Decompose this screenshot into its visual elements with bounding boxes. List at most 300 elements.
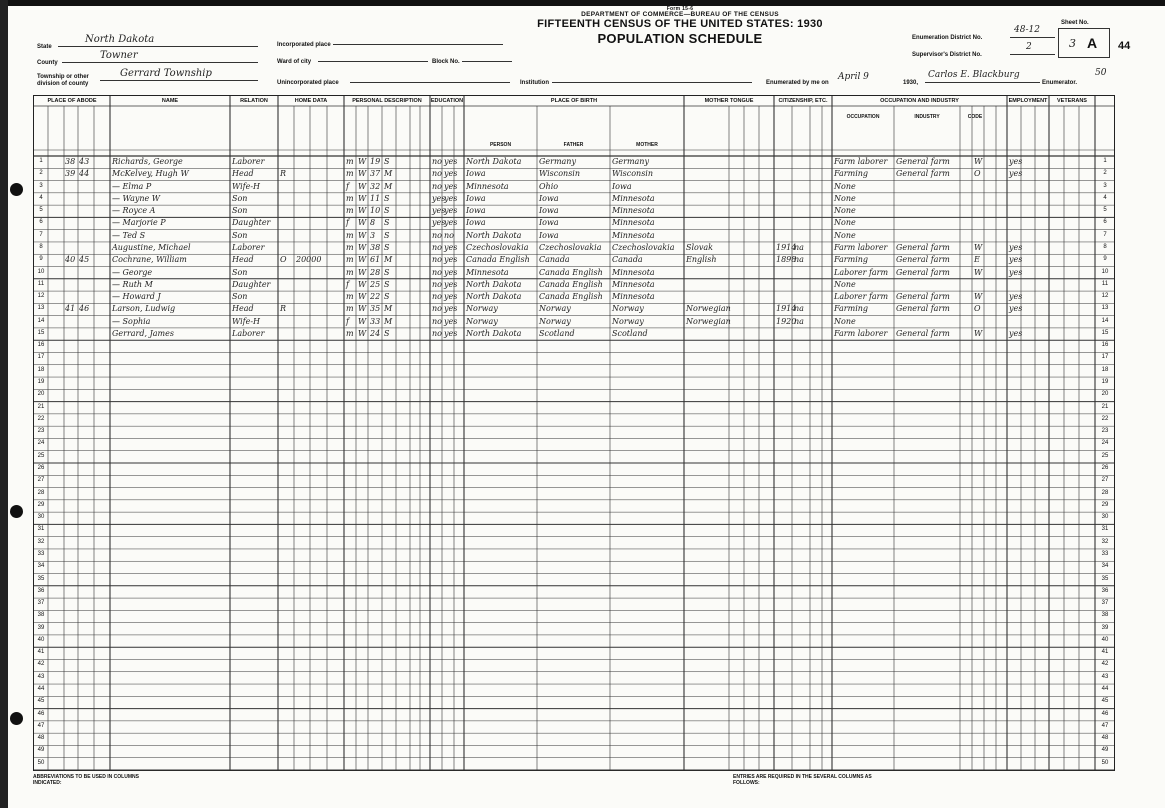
- cell-class: W: [974, 157, 983, 166]
- cell-naturalized: na: [794, 255, 804, 265]
- row-number: 20: [1101, 391, 1109, 398]
- row-number: 37: [1101, 600, 1109, 607]
- cell-occupation: None: [834, 316, 856, 326]
- cell-dwelling: 38: [65, 157, 76, 166]
- row-number: 23: [1101, 428, 1109, 435]
- cell-name: — Royce A: [112, 206, 156, 216]
- cell-name: — George: [112, 267, 153, 277]
- punch-hole-icon: [10, 183, 23, 196]
- row-number: 8: [39, 243, 43, 250]
- cell-mother-birth: Canada: [612, 255, 643, 265]
- cell-marital: M: [384, 255, 393, 265]
- row-number: 34: [37, 563, 45, 570]
- row-number: 21: [37, 403, 45, 410]
- scan-border-left: [0, 0, 8, 808]
- row-number: 4: [39, 194, 43, 201]
- cell-name: — Elma P: [112, 181, 152, 191]
- cell-sex: m: [346, 157, 354, 166]
- row-number: 15: [1101, 329, 1109, 336]
- cell-read: no: [444, 230, 454, 240]
- cell-person-birth: Canada English: [466, 255, 530, 265]
- cell-mother-birth: Minnesota: [612, 193, 655, 203]
- row-number: 27: [1101, 477, 1109, 484]
- row-number: 47: [37, 722, 45, 729]
- cell-person-birth: North Dakota: [466, 279, 522, 289]
- cell-occupation: Farming: [834, 304, 869, 314]
- cell-sex: m: [346, 169, 354, 179]
- cell-school: no: [432, 230, 442, 240]
- row-number: 48: [1101, 735, 1109, 742]
- row-number: 22: [37, 415, 45, 422]
- cell-father-birth: Iowa: [539, 230, 559, 240]
- subhead-person: PERSON: [489, 142, 512, 148]
- cell-sex: f: [346, 181, 349, 191]
- row-number: 7: [1103, 231, 1107, 238]
- cell-school: no: [432, 255, 442, 265]
- cell-industry: General farm: [896, 267, 950, 277]
- cell-person-birth: Minnesota: [466, 267, 509, 277]
- cell-age: 28: [370, 267, 381, 277]
- row-number: 27: [37, 477, 45, 484]
- cell-dwelling: 41: [65, 304, 76, 314]
- cell-work: yes: [1009, 157, 1023, 166]
- cell-relation: Son: [232, 230, 248, 240]
- cell-sex: m: [346, 292, 354, 302]
- cell-person-birth: Czechoslovakia: [466, 242, 529, 252]
- block-label: Block No.: [432, 59, 460, 65]
- entries-note: ENTRIES ARE REQUIRED IN THE SEVERAL COLUMNS AS FOLLOWS:: [733, 774, 872, 786]
- cell-name: Augustine, Michael: [112, 242, 191, 252]
- cell-home: O: [280, 255, 287, 265]
- row-number: 11: [37, 280, 45, 287]
- cell-occupation: Laborer farm: [834, 267, 889, 277]
- cell-occupation: Farming: [834, 255, 869, 265]
- cell-sex: m: [346, 304, 354, 314]
- cell-marital: S: [384, 230, 390, 240]
- cell-mother-birth: Iowa: [612, 181, 632, 191]
- cell-race: W: [358, 157, 367, 166]
- row-number: 32: [37, 538, 45, 545]
- row-number: 44: [1101, 686, 1109, 693]
- cell-father-birth: Norway: [539, 304, 571, 314]
- cell-name: Richards, George: [112, 157, 183, 166]
- cell-home: R: [280, 304, 287, 314]
- row-number: 49: [1101, 747, 1109, 754]
- cell-mother-birth: Czechoslovakia: [612, 242, 675, 252]
- row-number: 13: [37, 305, 45, 312]
- row-number: 28: [1101, 489, 1109, 496]
- subhead-code: CODE: [967, 114, 983, 120]
- cell-person-birth: Minnesota: [466, 181, 509, 191]
- row-number: 4: [1103, 194, 1107, 201]
- ed-value: 48-12: [1014, 25, 1040, 35]
- cell-father-birth: Czechoslovakia: [539, 242, 602, 252]
- cell-school: no: [432, 304, 442, 314]
- row-number: 19: [1101, 379, 1109, 386]
- margin-mark: 50: [1095, 68, 1107, 78]
- supervisor-value: 2: [1026, 42, 1032, 52]
- cell-class: O: [974, 169, 981, 179]
- cell-father-birth: Germany: [539, 157, 576, 166]
- subhead-father: FATHER: [563, 142, 584, 148]
- cell-occupation: None: [834, 181, 856, 191]
- cell-age: 24: [370, 328, 381, 338]
- cell-relation: Son: [232, 193, 248, 203]
- cell-class: W: [974, 328, 983, 338]
- cell-age: 33: [370, 316, 381, 326]
- punch-hole-icon: [10, 712, 23, 725]
- cell-race: W: [358, 242, 367, 252]
- cell-sex: m: [346, 206, 354, 216]
- form-number: Form 15-6: [666, 6, 694, 12]
- cell-read: yes: [444, 255, 458, 265]
- cell-mother-birth: Minnesota: [612, 230, 655, 240]
- row-number: 6: [1103, 219, 1107, 226]
- census-title: FIFTEENTH CENSUS OF THE UNITED STATES: 1930: [537, 18, 823, 30]
- row-number: 7: [39, 231, 43, 238]
- cell-read: yes: [444, 292, 458, 302]
- cell-relation: Laborer: [232, 242, 265, 252]
- cell-mother-birth: Wisconsin: [612, 169, 654, 179]
- enumerated-year: 1930,: [903, 80, 919, 86]
- cell-tongue: Slovak: [686, 242, 713, 252]
- cell-marital: S: [384, 193, 390, 203]
- cell-relation: Laborer: [232, 157, 265, 166]
- cell-age: 19: [370, 157, 381, 166]
- cell-mother-birth: Minnesota: [612, 292, 655, 302]
- cell-name: Cochrane, William: [112, 255, 187, 265]
- row-number: 30: [37, 514, 45, 521]
- cell-age: 8: [370, 218, 376, 228]
- cell-age: 61: [370, 255, 381, 265]
- cell-person-birth: Iowa: [466, 169, 486, 179]
- subhead-industry: INDUSTRY: [914, 114, 940, 120]
- cell-work: yes: [1009, 292, 1023, 302]
- cell-school: no: [432, 279, 442, 289]
- cell-marital: M: [384, 181, 393, 191]
- sheet-number: 3: [1069, 37, 1076, 50]
- cell-occupation: None: [834, 206, 856, 216]
- cell-father-birth: Ohio: [539, 181, 559, 191]
- row-number: 42: [1101, 661, 1109, 668]
- cell-school: yes: [432, 193, 446, 203]
- state-value: North Dakota: [85, 34, 155, 45]
- institution-label: Institution: [520, 80, 549, 86]
- cell-father-birth: Canada: [539, 255, 570, 265]
- cell-father-birth: Canada English: [539, 279, 603, 289]
- cell-family: 43: [79, 157, 90, 166]
- row-number: 5: [39, 207, 43, 214]
- cell-read: yes: [444, 242, 458, 252]
- row-number: 36: [37, 587, 45, 594]
- cell-relation: Son: [232, 267, 248, 277]
- row-number: 9: [39, 256, 43, 263]
- row-number: 17: [37, 354, 45, 361]
- cell-marital: S: [384, 279, 390, 289]
- group-employment: EMPLOYMENT: [1008, 98, 1048, 104]
- cell-marital: M: [384, 169, 393, 179]
- row-number: 9: [1103, 256, 1107, 263]
- cell-father-birth: Canada English: [539, 292, 603, 302]
- group-occupation-industry: OCCUPATION AND INDUSTRY: [880, 98, 959, 104]
- cell-person-birth: North Dakota: [466, 230, 522, 240]
- cell-sex: f: [346, 316, 349, 326]
- cell-school: no: [432, 292, 442, 302]
- cell-person-birth: North Dakota: [466, 328, 522, 338]
- cell-school: no: [432, 169, 442, 179]
- cell-age: 37: [370, 169, 381, 179]
- cell-class: E: [974, 255, 980, 265]
- row-number: 30: [1101, 514, 1109, 521]
- cell-naturalized: na: [794, 242, 804, 252]
- group-personal-description: PERSONAL DESCRIPTION: [352, 98, 422, 104]
- row-number: 41: [37, 649, 45, 656]
- cell-race: W: [358, 230, 367, 240]
- county-label: County: [37, 60, 58, 66]
- row-number: 24: [37, 440, 45, 447]
- row-number: 37: [37, 600, 45, 607]
- cell-work: yes: [1009, 267, 1023, 277]
- cell-father-birth: Scotland: [539, 328, 575, 338]
- group-mother-tongue: MOTHER TONGUE: [704, 98, 754, 104]
- cell-sex: m: [346, 255, 354, 265]
- row-number: 39: [1101, 624, 1109, 631]
- cell-year-imm: 1914: [776, 304, 797, 314]
- cell-read: yes: [444, 328, 458, 338]
- row-number: 14: [1101, 317, 1109, 324]
- cell-person-birth: Iowa: [466, 218, 486, 228]
- row-number: 48: [37, 735, 45, 742]
- row-number: 24: [1101, 440, 1109, 447]
- cell-read: yes: [444, 193, 458, 203]
- cell-race: W: [358, 206, 367, 216]
- row-number: 35: [37, 575, 45, 582]
- row-number: 1: [1103, 158, 1107, 164]
- cell-father-birth: Wisconsin: [539, 169, 581, 179]
- cell-tongue: Norwegian: [686, 304, 731, 314]
- row-number: 47: [1101, 722, 1109, 729]
- cell-relation: Head: [232, 255, 254, 265]
- abbrev-note: ABBREVIATIONS TO BE USED IN COLUMNS INDICATED:: [33, 774, 139, 786]
- cell-read: yes: [444, 206, 458, 216]
- cell-mother-birth: Germany: [612, 157, 649, 166]
- sheet-label: Sheet No.: [1061, 20, 1089, 26]
- cell-race: W: [358, 181, 367, 191]
- row-number: 17: [1101, 354, 1109, 361]
- row-number: 3: [1103, 182, 1107, 189]
- cell-read: yes: [444, 169, 458, 179]
- cell-mother-birth: Minnesota: [612, 267, 655, 277]
- page-number: 44: [1118, 40, 1131, 52]
- cell-age: 32: [370, 181, 381, 191]
- group-citizenship: CITIZENSHIP, ETC.: [778, 98, 828, 104]
- row-number: 33: [1101, 550, 1109, 557]
- cell-name: — Sophia: [112, 316, 151, 326]
- cell-occupation: None: [834, 230, 856, 240]
- cell-person-birth: Iowa: [466, 193, 486, 203]
- row-number: 34: [1101, 563, 1109, 570]
- cell-read: yes: [444, 316, 458, 326]
- cell-age: 22: [370, 292, 381, 302]
- cell-race: W: [358, 279, 367, 289]
- subhead-occupation: OCCUPATION: [846, 114, 880, 120]
- row-number: 32: [1101, 538, 1109, 545]
- cell-read: yes: [444, 279, 458, 289]
- state-label: State: [37, 44, 52, 50]
- row-number: 26: [37, 465, 45, 471]
- sheet-number-box: [1058, 20, 1110, 58]
- cell-marital: M: [384, 304, 393, 314]
- cell-class: W: [974, 267, 983, 277]
- cell-person-birth: North Dakota: [466, 292, 522, 302]
- supervisor-line: [1010, 44, 1055, 55]
- cell-dwelling: 40: [65, 255, 76, 265]
- block-line: [462, 51, 512, 62]
- row-number: 18: [1101, 366, 1109, 373]
- cell-age: 35: [370, 304, 381, 314]
- cell-occupation: Farm laborer: [834, 242, 888, 252]
- row-number: 43: [1101, 673, 1109, 680]
- cell-sex: m: [346, 267, 354, 277]
- incorporated-label: Incorporated place: [277, 42, 331, 48]
- cell-race: W: [358, 218, 367, 228]
- cell-person-birth: Iowa: [466, 206, 486, 216]
- cell-person-birth: Norway: [466, 304, 498, 314]
- enumerated-date: April 9: [838, 72, 869, 82]
- row-number: 29: [1101, 501, 1109, 508]
- row-number: 12: [1101, 293, 1109, 300]
- cell-mother-birth: Norway: [612, 304, 644, 314]
- ward-line: [318, 51, 428, 62]
- cell-sex: m: [346, 242, 354, 252]
- county-value: Towner: [100, 50, 138, 61]
- cell-year-imm: 1920: [776, 316, 797, 326]
- row-number: 26: [1101, 465, 1109, 471]
- row-number: 45: [37, 698, 45, 705]
- cell-relation: Head: [232, 169, 254, 179]
- group-place-of-birth: PLACE OF BIRTH: [550, 98, 598, 104]
- cell-school: no: [432, 328, 442, 338]
- cell-family: 45: [79, 255, 90, 265]
- cell-work: yes: [1009, 169, 1023, 179]
- township-value: Gerrard Township: [120, 68, 212, 79]
- cell-read: yes: [444, 218, 458, 228]
- row-number: 6: [39, 219, 43, 226]
- township-label: Township or other division of county: [37, 74, 89, 87]
- footer: [33, 772, 1113, 804]
- row-number: 21: [1101, 403, 1109, 410]
- cell-value: 20000: [296, 255, 322, 265]
- row-number: 19: [37, 379, 45, 386]
- cell-race: W: [358, 292, 367, 302]
- row-number: 8: [1103, 243, 1107, 250]
- cell-class: O: [974, 304, 981, 314]
- cell-father-birth: Iowa: [539, 206, 559, 216]
- row-number: 42: [37, 661, 45, 668]
- row-number: 16: [37, 342, 45, 349]
- cell-age: 3: [370, 230, 376, 240]
- cell-read: yes: [444, 267, 458, 277]
- cell-school: no: [432, 316, 442, 326]
- cell-naturalized: na: [794, 316, 804, 326]
- row-number: 40: [1101, 636, 1109, 643]
- cell-marital: M: [384, 316, 393, 326]
- cell-name: McKelvey, Hugh W: [112, 169, 189, 179]
- row-number: 18: [37, 366, 45, 373]
- cell-occupation: Laborer farm: [834, 292, 889, 302]
- cell-father-birth: Canada English: [539, 267, 603, 277]
- cell-name: Gerrard, James: [112, 328, 174, 338]
- row-number: 2: [1103, 170, 1107, 177]
- cell-name: Larson, Ludwig: [112, 304, 176, 314]
- row-number: 31: [37, 526, 45, 533]
- unincorporated-label: Unincorporated place: [277, 80, 339, 86]
- cell-age: 10: [370, 206, 381, 216]
- row-number: 50: [1101, 759, 1109, 766]
- sheet-side: A: [1087, 35, 1098, 51]
- row-number: 39: [37, 624, 45, 631]
- row-number: 28: [37, 489, 45, 496]
- cell-industry: General farm: [896, 169, 950, 179]
- row-number: 25: [1101, 452, 1109, 459]
- cell-work: yes: [1009, 242, 1023, 252]
- row-number: 50: [37, 759, 45, 766]
- row-number: 11: [1101, 280, 1109, 287]
- cell-relation: Son: [232, 206, 248, 216]
- schedule-title: POPULATION SCHEDULE: [597, 31, 763, 46]
- row-number: 46: [37, 710, 45, 717]
- row-number: 16: [1101, 342, 1109, 349]
- row-number: 15: [37, 329, 45, 336]
- cell-read: yes: [444, 181, 458, 191]
- row-number: 38: [37, 612, 45, 619]
- cell-race: W: [358, 169, 367, 179]
- cell-mother-birth: Minnesota: [612, 279, 655, 289]
- enumerator-name: Carlos E. Blackburg: [928, 70, 1020, 80]
- cell-person-birth: North Dakota: [466, 157, 522, 166]
- cell-race: W: [358, 304, 367, 314]
- row-number: 43: [37, 673, 45, 680]
- row-number: 3: [39, 182, 43, 189]
- ed-label: Enumeration District No.: [912, 35, 983, 41]
- cell-class: W: [974, 292, 983, 302]
- incorporated-line: [333, 34, 503, 45]
- row-number: 23: [37, 428, 45, 435]
- cell-school: no: [432, 267, 442, 277]
- cell-family: 44: [79, 169, 90, 179]
- cell-sex: m: [346, 193, 354, 203]
- department-line: DEPARTMENT OF COMMERCE—BUREAU OF THE CENSUS: [581, 11, 779, 18]
- row-number: 2: [39, 170, 43, 177]
- cell-industry: General farm: [896, 157, 950, 166]
- cell-relation: Daughter: [232, 279, 271, 289]
- row-number: 44: [37, 686, 45, 693]
- cell-tongue: Norwegian: [686, 316, 731, 326]
- cell-person-birth: Norway: [466, 316, 498, 326]
- row-number: 45: [1101, 698, 1109, 705]
- cell-age: 38: [370, 242, 381, 252]
- supervisor-label: Supervisor's District No.: [912, 52, 982, 58]
- cell-race: W: [358, 267, 367, 277]
- cell-sex: m: [346, 328, 354, 338]
- cell-mother-birth: Minnesota: [612, 218, 655, 228]
- row-number: 38: [1101, 612, 1109, 619]
- cell-occupation: Farm laborer: [834, 157, 888, 166]
- row-number: 20: [37, 391, 45, 398]
- cell-industry: General farm: [896, 242, 950, 252]
- cell-relation: Daughter: [232, 218, 271, 228]
- cell-marital: S: [384, 157, 390, 166]
